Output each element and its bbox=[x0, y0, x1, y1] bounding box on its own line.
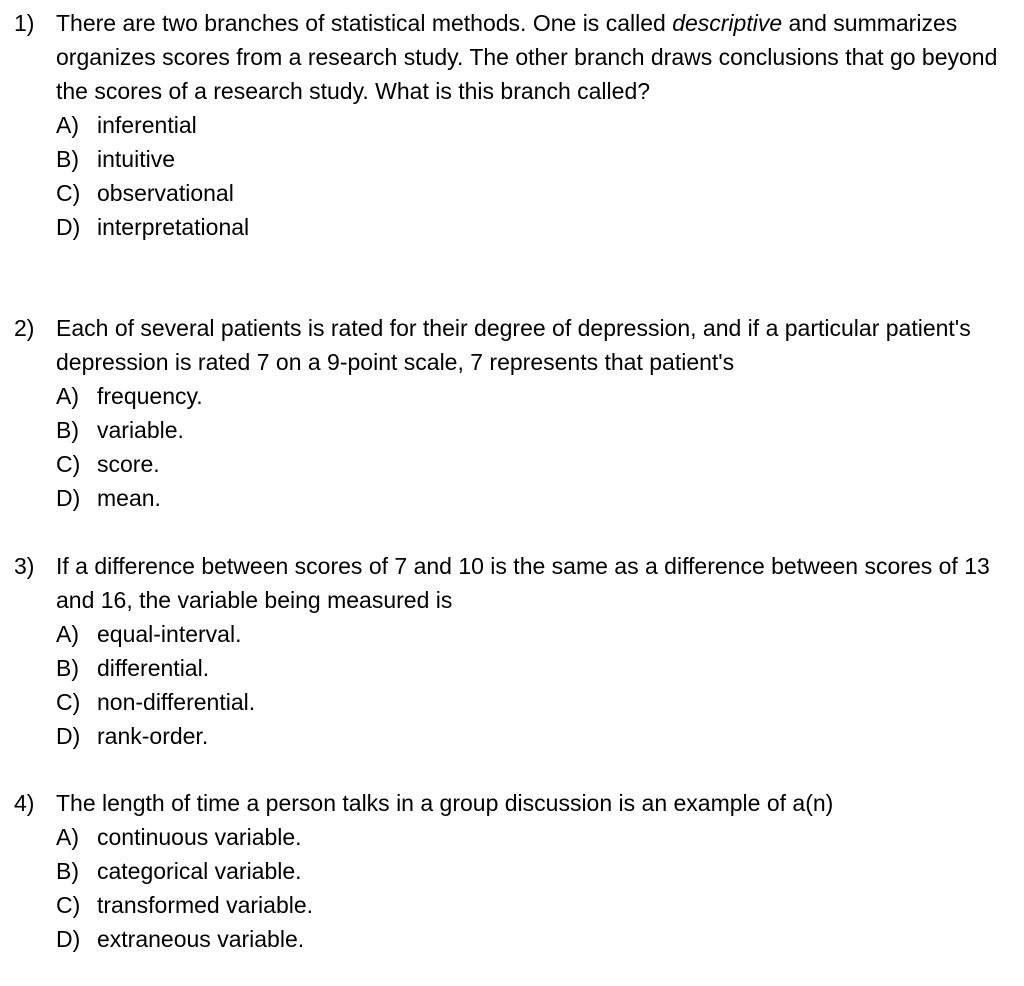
question-stem bbox=[56, 6, 1004, 108]
answer-option-a bbox=[56, 379, 1004, 413]
answer-options bbox=[14, 108, 1004, 244]
option-text: score. bbox=[97, 451, 160, 477]
question-stem-emphasis: descriptive bbox=[672, 10, 783, 36]
answer-option-a bbox=[56, 617, 1004, 651]
option-letter: A) bbox=[56, 621, 79, 647]
answer-option-c bbox=[56, 176, 1004, 210]
option-letter: D) bbox=[56, 926, 81, 952]
answer-option-b bbox=[56, 413, 1004, 447]
answer-option-d bbox=[56, 210, 1004, 244]
question-stem: Each of several patients is rated for their degree of depression, and if a particular patient's depression is rated 7 on a 9-point scale, 7 represents that patient's bbox=[56, 315, 971, 375]
answer-option-c bbox=[56, 447, 1004, 481]
option-text: variable. bbox=[97, 417, 184, 443]
question-1 bbox=[14, 6, 1004, 244]
option-letter: C) bbox=[56, 689, 81, 715]
option-text: categorical variable. bbox=[97, 858, 302, 884]
option-letter: B) bbox=[56, 417, 79, 443]
question-stem: If a difference between scores of 7 and 10 is the same as a difference between scores of 13 and 16, the variable being measured is bbox=[56, 553, 990, 613]
question-stem-line bbox=[14, 311, 1004, 379]
option-text: equal-interval. bbox=[97, 621, 242, 647]
option-text: frequency. bbox=[97, 383, 203, 409]
answer-options bbox=[14, 820, 1004, 956]
option-text: continuous variable. bbox=[97, 824, 302, 850]
option-text: differential. bbox=[97, 655, 210, 681]
answer-option-d bbox=[56, 922, 1004, 956]
answer-option-a bbox=[56, 108, 1004, 142]
option-text: rank-order. bbox=[97, 723, 209, 749]
option-letter: D) bbox=[56, 485, 81, 511]
question-number: 2) bbox=[14, 315, 35, 341]
question-stem-line bbox=[14, 786, 1004, 820]
answer-option-c bbox=[56, 685, 1004, 719]
option-letter: B) bbox=[56, 655, 79, 681]
answer-option-d bbox=[56, 719, 1004, 753]
option-text: observational bbox=[97, 180, 234, 206]
option-text: non-differential. bbox=[97, 689, 256, 715]
option-letter: C) bbox=[56, 180, 81, 206]
option-letter: A) bbox=[56, 112, 79, 138]
question-2 bbox=[14, 311, 1004, 515]
option-letter: B) bbox=[56, 146, 79, 172]
answer-option-a bbox=[56, 820, 1004, 854]
answer-option-c bbox=[56, 888, 1004, 922]
question-3 bbox=[14, 549, 1004, 753]
question-number: 4) bbox=[14, 790, 35, 816]
question-stem-text: and summarizes organizes scores from a research study. The other branch draws conclusions that go beyond the scores of a research study. What is this branch called? bbox=[56, 10, 998, 104]
question-4 bbox=[14, 786, 1004, 956]
question-stem-line bbox=[14, 549, 1004, 617]
answer-options bbox=[14, 617, 1004, 753]
question-stem: The length of time a person talks in a group discussion is an example of a(n) bbox=[56, 790, 834, 816]
option-text: intuitive bbox=[97, 146, 175, 172]
option-text: mean. bbox=[97, 485, 161, 511]
option-text: inferential bbox=[97, 112, 197, 138]
option-text: extraneous variable. bbox=[97, 926, 305, 952]
option-letter: A) bbox=[56, 383, 79, 409]
option-letter: C) bbox=[56, 451, 81, 477]
answer-options bbox=[14, 379, 1004, 515]
answer-option-b bbox=[56, 854, 1004, 888]
option-letter: D) bbox=[56, 214, 81, 240]
answer-option-d bbox=[56, 481, 1004, 515]
option-letter: D) bbox=[56, 723, 81, 749]
question-number: 1) bbox=[14, 10, 35, 36]
option-letter: C) bbox=[56, 892, 81, 918]
question-stem-line bbox=[14, 6, 1004, 108]
answer-option-b bbox=[56, 651, 1004, 685]
option-text: interpretational bbox=[97, 214, 250, 240]
answer-option-b bbox=[56, 142, 1004, 176]
option-text: transformed variable. bbox=[97, 892, 314, 918]
option-letter: B) bbox=[56, 858, 79, 884]
question-stem-text: There are two branches of statistical methods. One is called bbox=[56, 10, 673, 36]
question-number: 3) bbox=[14, 553, 35, 579]
option-letter: A) bbox=[56, 824, 79, 850]
